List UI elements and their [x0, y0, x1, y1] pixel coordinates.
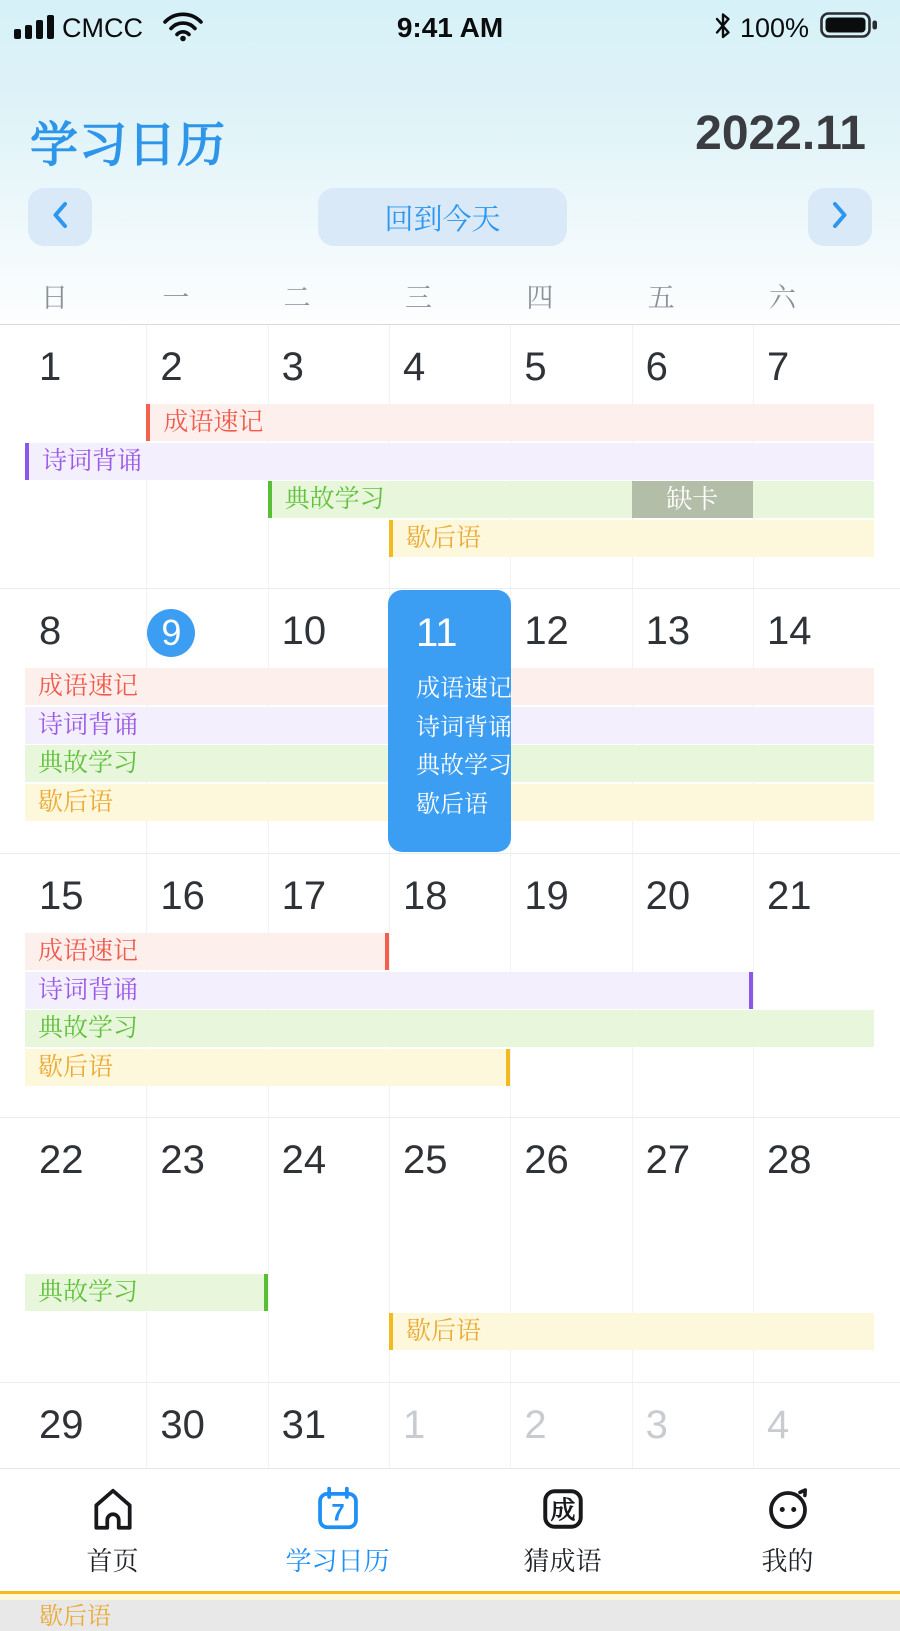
day-cell-20[interactable]: 20	[645, 874, 691, 918]
selected-day-activity-label: 歇后语	[415, 791, 488, 819]
grid-line	[268, 1118, 269, 1382]
tab-study-calendar[interactable]	[225, 1469, 450, 1591]
week-separator-line	[0, 1382, 900, 1383]
day-cell-12[interactable]: 12	[524, 609, 569, 653]
event-band-label-shici: 诗词背诵	[42, 446, 143, 475]
day-cell-24[interactable]: 24	[281, 1138, 327, 1182]
event-band-diangu	[268, 481, 875, 518]
day-cell-7[interactable]: 7	[766, 345, 790, 389]
day-cell-26[interactable]: 26	[524, 1138, 569, 1182]
day-cell-14[interactable]: 14	[766, 609, 812, 653]
grid-line	[510, 1383, 511, 1468]
day-cell-3[interactable]: 3	[281, 345, 304, 389]
event-band-label-diangu: 典故学习	[38, 1278, 139, 1307]
weekday-label-fri: 五	[647, 283, 675, 313]
tab-mine-label: 我的	[761, 1546, 814, 1576]
day-cell-2[interactable]: 2	[160, 345, 183, 389]
week-separator-line	[0, 324, 900, 325]
day-cell-15[interactable]: 15	[39, 874, 84, 918]
weekday-label-sat: 六	[768, 283, 796, 313]
peek-band-label: 歇后语	[39, 1603, 111, 1630]
missed-card-badge: 缺卡	[632, 481, 753, 518]
event-band-chengyu	[25, 933, 389, 970]
bluetooth-icon	[712, 10, 734, 47]
day-cell-8[interactable]: 8	[39, 609, 62, 653]
event-band-label-xiehouyu: 歇后语	[405, 1317, 481, 1346]
day-cell-3[interactable]: 3	[645, 1403, 668, 1447]
weekday-label-tue: 二	[283, 283, 311, 313]
day-cell-10[interactable]: 10	[281, 609, 327, 653]
event-band-label-diangu: 典故学习	[284, 485, 385, 514]
event-band-label-chengyu: 成语速记	[163, 408, 264, 436]
event-band-xiehouyu	[25, 1049, 510, 1086]
selected-day-card[interactable]	[388, 590, 511, 852]
tab-home-label: 首页	[86, 1546, 139, 1576]
back-to-today-button[interactable]	[318, 188, 567, 246]
status-time: 9:41 AM	[396, 12, 504, 43]
week-separator-line	[0, 1117, 900, 1118]
tab-bar	[0, 1468, 900, 1591]
home-icon	[89, 1483, 137, 1535]
event-band-label-xiehouyu: 歇后语	[38, 788, 114, 817]
idiom-icon	[539, 1483, 587, 1535]
selected-day-number: 11	[415, 611, 458, 655]
day-cell-1[interactable]: 1	[39, 345, 62, 389]
day-cell-13[interactable]: 13	[645, 609, 691, 653]
back-to-today-label: 回到今天	[384, 203, 501, 236]
page-title: 学习日历	[30, 119, 227, 172]
day-cell-1[interactable]: 1	[402, 1403, 426, 1447]
current-month-label: 2022.11	[695, 107, 866, 160]
event-band-label-diangu: 典故学习	[38, 1014, 139, 1043]
day-cell-4[interactable]: 4	[766, 1403, 790, 1447]
week-separator-line	[0, 853, 900, 854]
next-month-button[interactable]	[808, 188, 872, 246]
tab-mine[interactable]	[675, 1469, 900, 1591]
weekday-label-thu: 四	[526, 283, 554, 313]
weekday-label-sun: 日	[41, 283, 68, 313]
event-band-label-chengyu: 成语速记	[38, 937, 139, 965]
day-cell-18[interactable]: 18	[402, 874, 448, 918]
grid-line	[632, 1383, 633, 1468]
battery-percent-label: 100%	[740, 13, 810, 43]
week-separator-line	[0, 588, 900, 589]
peek-band	[0, 1591, 900, 1630]
event-band-xiehouyu	[389, 520, 874, 557]
grid-line	[753, 1383, 754, 1468]
selected-day-activity-label: 成语速记	[415, 675, 512, 702]
tab-home[interactable]	[0, 1469, 225, 1591]
tab-guess-idiom-label: 猜成语	[523, 1546, 602, 1576]
day-cell-29[interactable]: 29	[39, 1403, 84, 1447]
battery-icon	[820, 10, 878, 45]
day-cell-30[interactable]: 30	[160, 1403, 205, 1447]
event-band-label-shici: 诗词背诵	[38, 710, 139, 739]
weekday-label-wed: 三	[404, 283, 432, 313]
day-cell-5[interactable]: 5	[524, 345, 547, 389]
day-cell-21[interactable]: 21	[766, 874, 812, 918]
event-band-shici	[25, 443, 874, 480]
tab-guess-idiom[interactable]	[450, 1469, 675, 1591]
event-band-label-xiehouyu: 歇后语	[405, 524, 481, 553]
carrier-label: CMCC	[62, 13, 143, 43]
tab-study-calendar-label: 学习日历	[285, 1546, 390, 1576]
day-cell-27[interactable]: 27	[645, 1138, 691, 1182]
event-band-label-xiehouyu: 歇后语	[38, 1053, 114, 1082]
chevron-left-icon	[49, 200, 71, 235]
day-cell-16[interactable]: 16	[160, 874, 205, 918]
day-cell-4[interactable]: 4	[402, 345, 426, 389]
day-cell-31[interactable]: 31	[281, 1403, 327, 1447]
event-band-xiehouyu	[389, 1313, 874, 1350]
profile-icon	[764, 1483, 812, 1535]
event-band-diangu	[25, 1274, 268, 1311]
event-band-label-shici: 诗词背诵	[38, 975, 139, 1004]
svg-text:成: 成	[549, 1496, 576, 1525]
grid-line	[146, 1383, 147, 1468]
day-cell-6[interactable]: 6	[645, 345, 668, 389]
weekday-label-mon: 一	[162, 283, 190, 313]
event-band-diangu	[25, 1010, 874, 1047]
day-cell-9-today[interactable]: 9	[147, 609, 195, 657]
day-cell-23[interactable]: 23	[160, 1138, 205, 1182]
day-cell-2[interactable]: 2	[524, 1403, 547, 1447]
prev-month-button[interactable]	[28, 188, 92, 246]
calendar-icon	[314, 1483, 362, 1535]
grid-line	[753, 854, 754, 1117]
event-band-label-diangu: 典故学习	[38, 749, 139, 778]
grid-line	[146, 1118, 147, 1382]
day-cell-28[interactable]: 28	[766, 1138, 812, 1182]
grid-line	[268, 1383, 269, 1468]
grid-line	[389, 1383, 390, 1468]
selected-day-activity-label: 诗词背诵	[415, 713, 512, 741]
day-cell-17[interactable]: 17	[281, 874, 327, 918]
chevron-right-icon	[829, 200, 851, 235]
day-cell-22[interactable]: 22	[39, 1138, 84, 1182]
selected-day-activity-label: 典故学习	[415, 752, 512, 780]
event-band-shici	[25, 972, 753, 1009]
day-cell-19[interactable]: 19	[524, 874, 569, 918]
event-band-label-chengyu: 成语速记	[38, 672, 139, 700]
day-cell-25[interactable]: 25	[402, 1138, 448, 1182]
event-band-chengyu	[146, 404, 874, 441]
svg-text:7: 7	[330, 1499, 345, 1527]
